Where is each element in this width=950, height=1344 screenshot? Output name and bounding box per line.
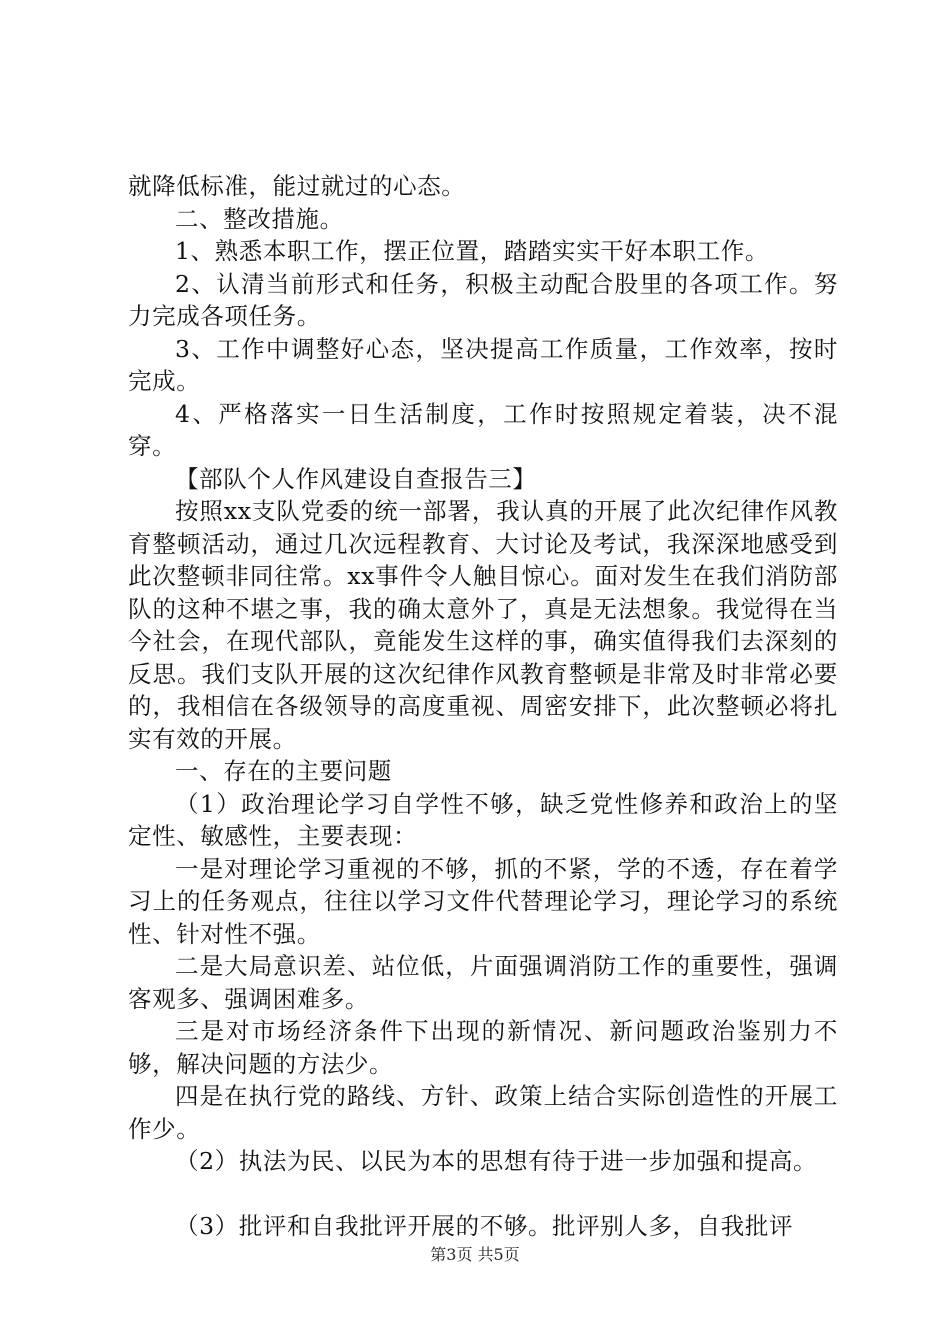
paragraph-continuation: 就降低标准，能过就过的心态。 <box>128 172 466 200</box>
document-body <box>128 170 838 1242</box>
heading-main-problems: 一、存在的主要问题 <box>175 757 392 785</box>
report-intro-paragraph: 按照xx支队党委的统一部署，我认真的开展了此次纪律作风教育整顿活动，通过几次远程教育、大讨论及考试，我深深地感受到此次整顿非同往常。xx事件令人触目惊心。面对发生在我们消防部队的这种不堪之事，我的确太意外了，真是无法想象。我觉得在当今社会，在现代部队，竟能发生这样的事，确实值得我们去深刻的反思。我们支队开展的这次纪律作风教育整顿是非常及时非常必要的，我相信在各级领导的高度重视、周密安排下，此次整顿必将扎实有效的开展。 <box>128 497 838 753</box>
problem-point-4: 四是在执行党的路线、方针、政策上结合实际创造性的开展工作少。 <box>128 1082 838 1143</box>
problem-point-3: 三是对市场经济条件下出现的新情况、新问题政治鉴别力不够，解决问题的方法少。 <box>128 1017 838 1078</box>
measure-item-2: 2、认清当前形式和任务，积极主动配合股里的各项工作。努力完成各项任务。 <box>128 269 838 330</box>
problem-point-1: 一是对理论学习重视的不够，抓的不紧，学的不透，存在着学习上的任务观点，往往以学习文件代替理论学习，理论学习的系统性、针对性不强。 <box>128 854 838 948</box>
problem-point-2: 二是大局意识差、站位低，片面强调消防工作的重要性，强调客观多、强调困难多。 <box>128 952 838 1013</box>
problem-item-1: （1）政治理论学习自学性不够，缺乏党性修养和政治上的坚定性、敏感性，主要表现： <box>128 789 838 850</box>
measure-item-4: 4、严格落实一日生活制度，工作时按照规定着装，决不混穿。 <box>128 399 838 460</box>
page-footer: 第3页 共5页 <box>430 1245 520 1264</box>
report-three-title: 【部队个人作风建设自查报告三】 <box>175 464 537 493</box>
problem-item-3: （3）批评和自我批评开展的不够。批评别人多，自我批评 <box>175 1211 794 1240</box>
measure-item-3: 3、工作中调整好心态，坚决提高工作质量，工作效率，按时完成。 <box>128 334 838 395</box>
measure-item-1: 1、熟悉本职工作，摆正位置，踏踏实实干好本职工作。 <box>175 237 769 265</box>
problem-item-2: （2）执法为民、以民为本的思想有待于进一步加强和提高。 <box>175 1147 818 1175</box>
heading-rectification-measures: 二、整改措施。 <box>175 204 344 233</box>
